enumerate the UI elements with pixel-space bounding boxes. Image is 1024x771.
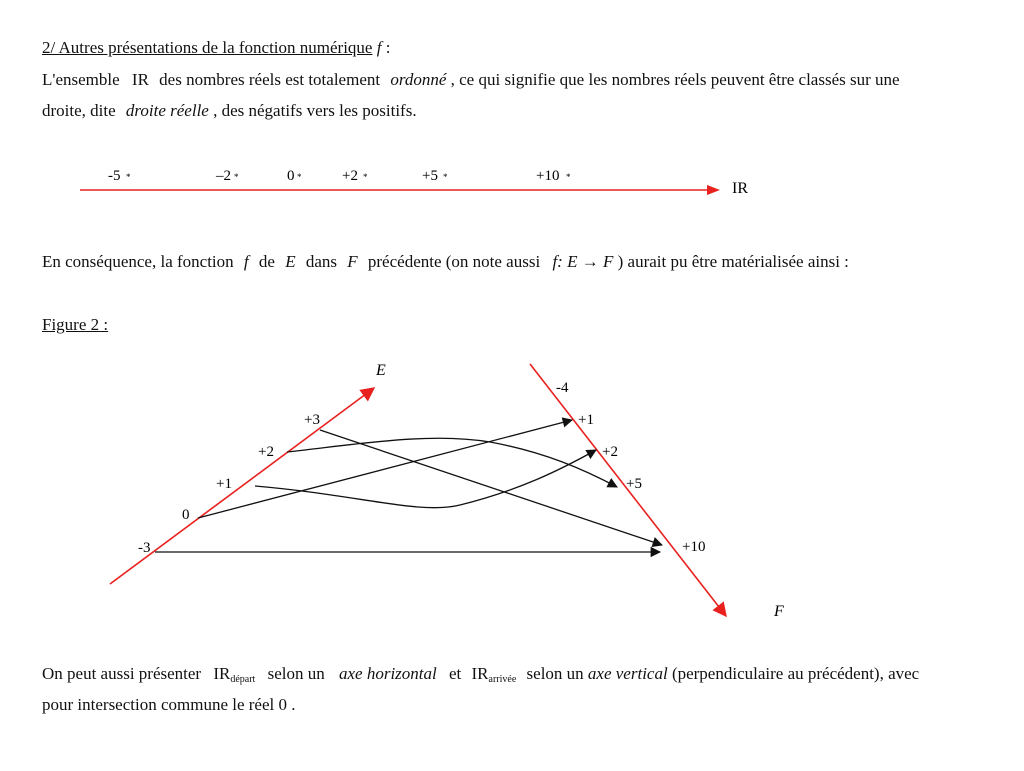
consequence-text-3: dans: [305, 252, 337, 271]
number-line-axis-label: IR: [732, 180, 748, 197]
section-title-colon: :: [381, 38, 391, 57]
E-point-label: 0: [182, 507, 190, 523]
closing-text-4: selon un: [526, 664, 584, 683]
intro-text-4: droite, dite: [42, 101, 116, 120]
consequence-E: E: [285, 252, 296, 271]
tick-mark: *: [363, 172, 368, 182]
closing-text-5: (perpendiculaire au précédent), avec: [671, 664, 920, 683]
axe-vertical-text: axe vertical: [587, 664, 668, 683]
axis-E-label: E: [376, 362, 386, 379]
closing-text-2: selon un: [267, 664, 325, 683]
consequence-F: F: [347, 252, 358, 271]
section-title-f: f: [376, 38, 382, 57]
tick-mark: *: [234, 172, 239, 182]
tick-mark: *: [297, 172, 302, 182]
F-point-label: +10: [682, 539, 706, 555]
intro-ordonne: ordonné: [390, 70, 447, 89]
axis-F-label: F: [774, 603, 784, 620]
number-line-tick-label: -5: [108, 168, 121, 184]
intro-text-3: , ce qui signifie que les nombres réels peuvent être classés sur une: [450, 70, 900, 89]
F-point-label: +1: [578, 412, 594, 428]
E-point-label: -3: [138, 540, 151, 556]
consequence-f-notation: f: [552, 252, 558, 271]
intro-text-5: , des négatifs vers les positifs.: [213, 101, 417, 120]
arrival-subscript: arrivée: [488, 674, 517, 685]
E-point-label: +2: [258, 444, 274, 460]
real-set-departure: IR: [213, 664, 231, 683]
section-title-label: 2/ Autres présentations de la fonction numérique: [42, 38, 373, 57]
intro-droite-reelle: droite réelle: [125, 101, 209, 120]
mapping-arrow-plus2-to-plus5: [287, 438, 617, 487]
departure-subscript: départ: [230, 674, 256, 685]
figure-title: Figure 2 :: [42, 315, 109, 334]
F-point-label: +2: [602, 444, 618, 460]
number-line-tick-label: +10: [536, 168, 560, 184]
real-set-arrival: IR: [471, 664, 489, 683]
consequence-text-2: de: [258, 252, 275, 271]
closing-text-3: et: [448, 664, 462, 683]
consequence-text-1: En conséquence, la fonction: [42, 252, 234, 271]
real-set-symbol: IR: [131, 70, 149, 89]
consequence-text-6: ) aurait pu être matérialisée ainsi :: [617, 252, 849, 271]
tick-mark: *: [126, 172, 131, 182]
axe-horizontal-text: axe horizontal: [338, 664, 437, 683]
number-line-tick-label: 0: [287, 168, 295, 184]
tick-mark: *: [566, 172, 571, 182]
closing-line-2: pour intersection commune le réel 0 .: [42, 695, 296, 714]
number-line-tick-label: +5: [422, 168, 438, 184]
intro-text-2: des nombres réels est totalement: [159, 70, 381, 89]
number-line-tick-label: +2: [342, 168, 358, 184]
consequence-f: f: [243, 252, 249, 271]
tick-mark: *: [443, 172, 448, 182]
F-point-label: +5: [626, 476, 642, 492]
closing-line-1: [42, 664, 919, 685]
consequence-mapping: : E → F: [557, 252, 614, 271]
E-point-label: +3: [304, 412, 320, 428]
closing-text-1: On peut aussi présenter: [42, 664, 202, 683]
intro-text-1: L'ensemble: [42, 70, 120, 89]
F-point-label: -4: [556, 380, 569, 396]
number-line-tick-label: –2: [216, 168, 231, 184]
E-point-label: +1: [216, 476, 232, 492]
consequence-text-4: précédente (on note aussi: [367, 252, 541, 271]
